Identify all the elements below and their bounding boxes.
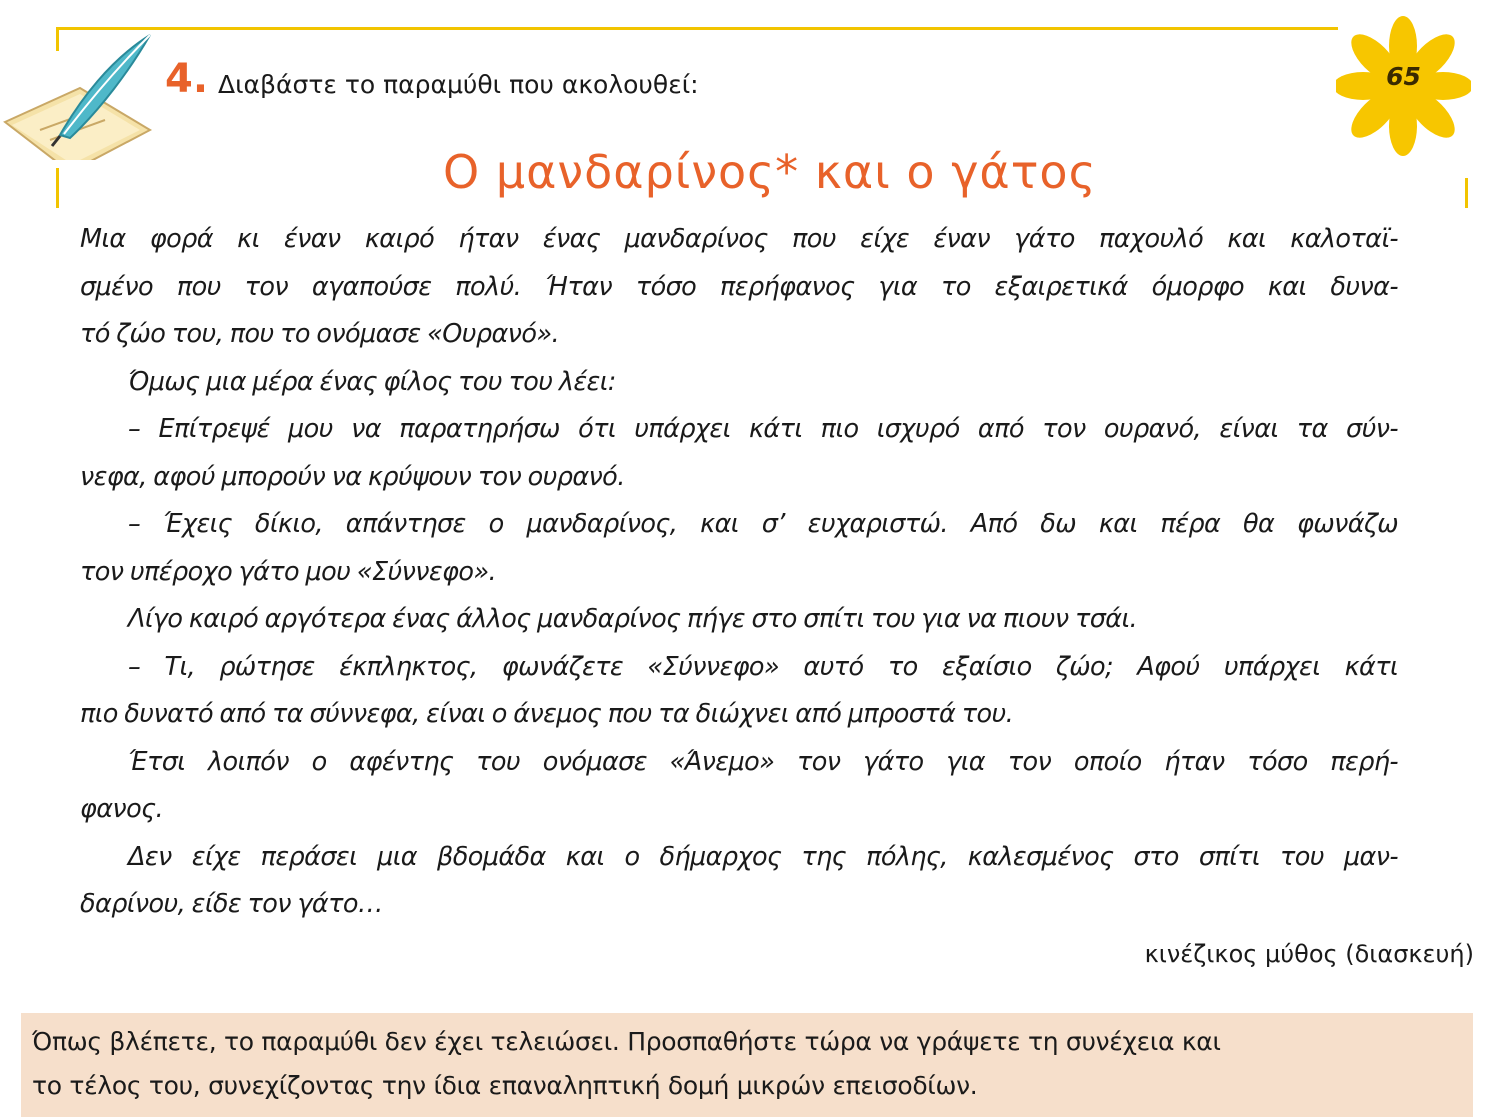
story-line: – Επίτρεψέ μου να παρατηρήσω ότι υπάρχει κάτι πιο ισχυρό από τον ουρανό, είναι τα σύν- (128, 414, 1398, 444)
story-line: τον υπέροχο γάτο μου «Σύννεφο». (80, 556, 496, 587)
story-line: – Έχεις δίκιο, απάντησε ο μανδαρίνος, και σ’ ευχαριστώ. Από δω και πέρα θα φωνάζω (128, 509, 1398, 539)
story-title: Ο μανδαρίνος* και ο γάτος (443, 145, 1097, 199)
story-line: Όμως μια μέρα ένας φίλος του του λέει: (128, 366, 616, 397)
exercise-instruction: Διαβάστε το παραμύθι που ακολουθεί: (218, 70, 699, 99)
story-line: Δεν είχε περάσει μια βδομάδα και ο δήμαρχος της πόλης, καλεσμένος στο σπίτι του μαν- (128, 841, 1398, 872)
frame-left-border-lower (56, 168, 59, 208)
story-line: νεφα, αφού μπορούν να κρύψουν τον ουρανό. (80, 461, 625, 492)
frame-right-border (1465, 178, 1468, 208)
story-line: σμένο που τον αγαπούσε πολύ. Ήταν τόσο περήφανος για το εξαιρετικά όμορφο και δυνα- (80, 271, 1398, 302)
story-source: κινέζικος μύθος (διασκευή) (1144, 940, 1474, 968)
quill-paper-icon (0, 30, 170, 160)
story-line: φανος. (80, 794, 163, 824)
story-line: Έτσι λοιπόν ο αφέντης του ονόμασε «Άνεμο» τον γάτο για τον οποίο ήταν τόσο περή- (128, 746, 1398, 777)
story-line: Μια φορά κι έναν καιρό ήταν ένας μανδαρίνος που είχε έναν γάτο παχουλό και καλοταϊ- (80, 224, 1398, 254)
task-line: Όπως βλέπετε, το παραμύθι δεν έχει τελειώσει. Προσπαθήστε τώρα να γράψετε τη συνέχεια και (32, 1027, 1221, 1056)
frame-top-border (56, 27, 1338, 30)
story-text (80, 216, 1398, 929)
exercise-number: 4. (165, 56, 209, 102)
page-number: 65 (1386, 62, 1421, 91)
story-line: – Τι, ρώτησε έκπληκτος, φωνάζετε «Σύννεφο» αυτό το εξαίσιο ζώο; Αφού υπάρχει κάτι (128, 651, 1398, 682)
story-line: Λίγο καιρό αργότερα ένας άλλος μανδαρίνος πήγε στο σπίτι του για να πιουν τσάι. (128, 604, 1138, 634)
story-line: δαρίνου, είδε τον γάτο… (80, 889, 383, 919)
story-line: τό ζώο του, που το ονόμασε «Ουρανό». (80, 319, 559, 349)
task-text (32, 1020, 1462, 1108)
task-line: το τέλος του, συνεχίζοντας την ίδια επαναληπτική δομή μικρών επεισοδίων. (32, 1071, 978, 1100)
story-line: πιο δυνατό από τα σύννεφα, είναι ο άνεμος που τα διώχνει από μπροστά του. (80, 699, 1014, 729)
